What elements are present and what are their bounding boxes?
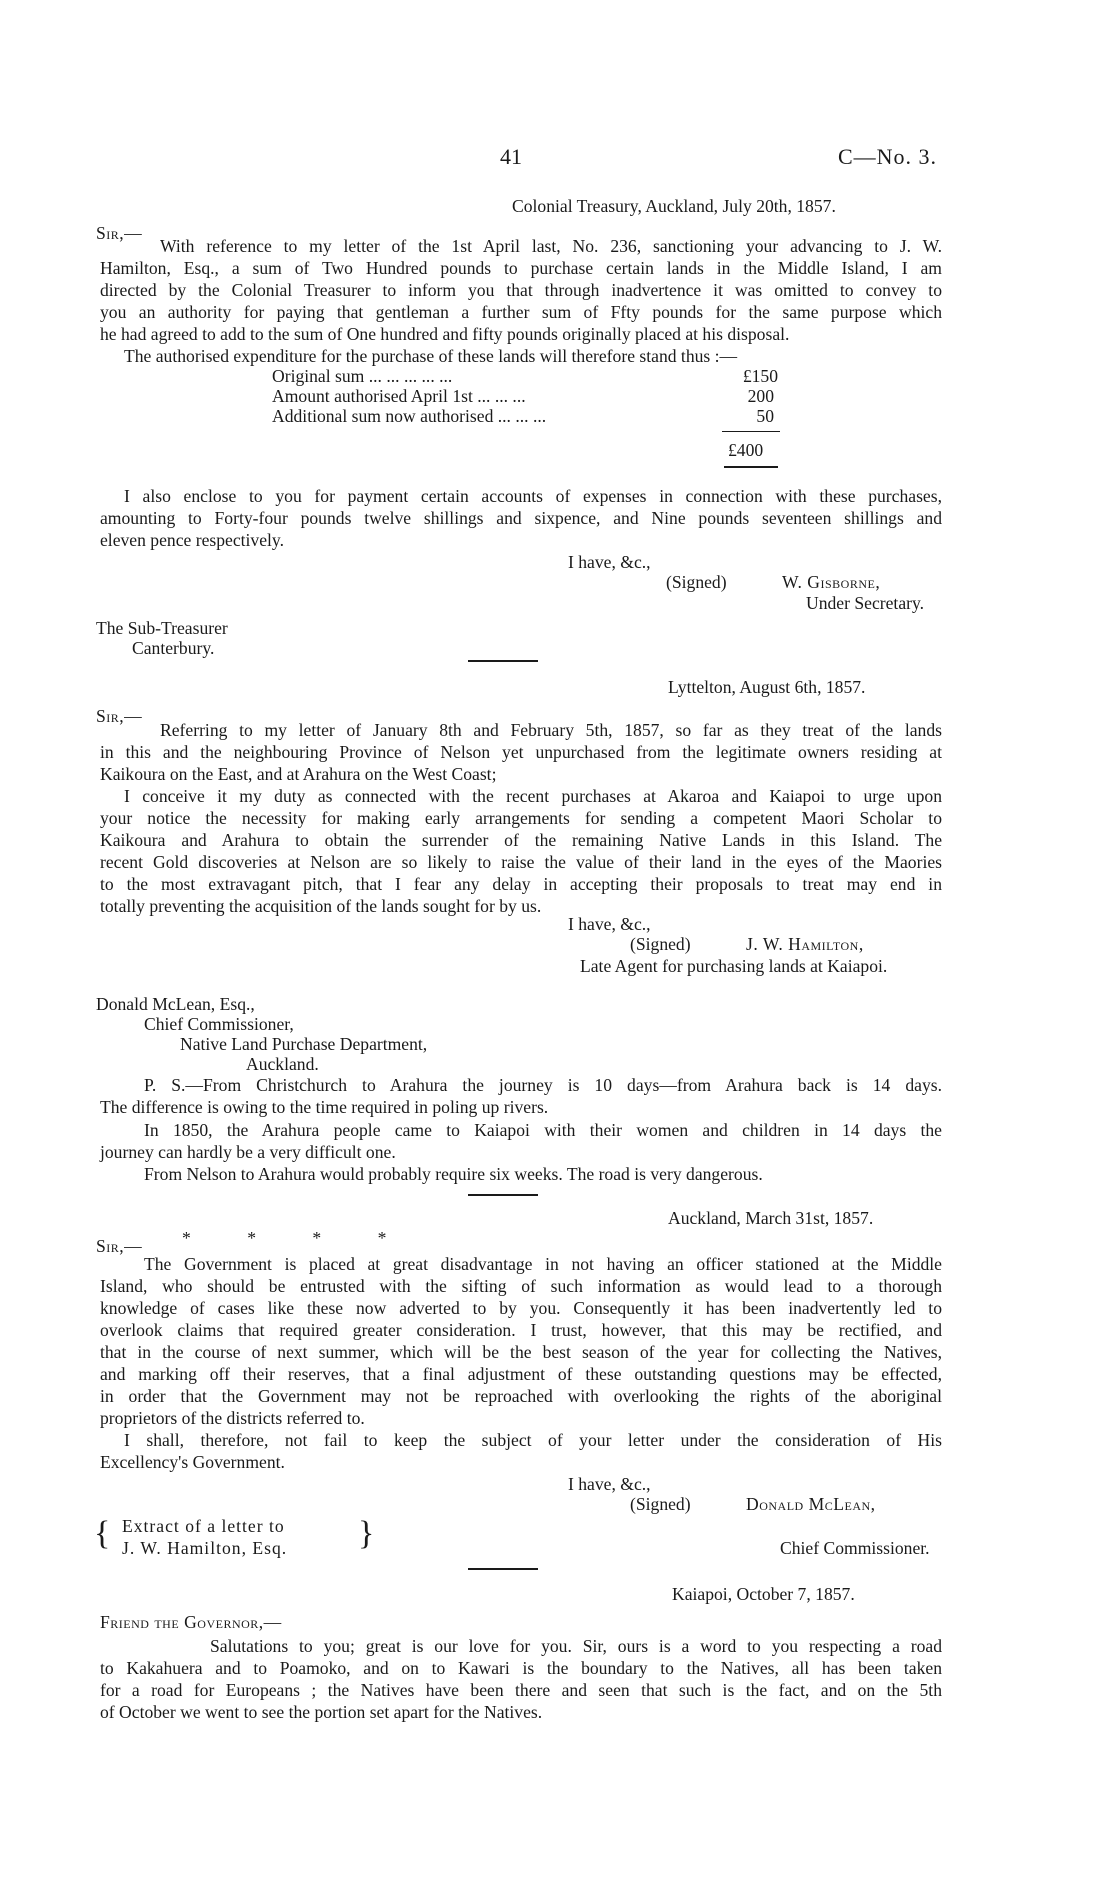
total-rule — [724, 466, 778, 468]
expenditure-row-amount: 50 — [756, 406, 774, 426]
letter2-ps2-line2: journey can hardly be a very difficult one. — [100, 1142, 396, 1162]
letter3-p1-line2: Island, who should be entrusted with the sifting of such information as would lead to a thorough — [100, 1276, 942, 1296]
letter4-p1-line4: of October we went to see the portion set apart for the Natives. — [100, 1702, 543, 1722]
letter2-p2-line3: Kaikoura and Arahura to obtain the surrender of the remaining Native Lands in this Island. The — [100, 830, 942, 850]
letter2-ps1-line2: The difference is owing to the time required in poling up rivers. — [100, 1097, 549, 1117]
letter2-p2-line1: I conceive it my duty as connected with the recent purchases at Akaroa and Kaiapoi to urge upon — [124, 786, 942, 806]
extract-note-line2: J. W. Hamilton, Esq. — [122, 1538, 288, 1558]
letter2-p2-line6: totally preventing the acquisition of the lands sought for by us. — [100, 896, 542, 916]
expenditure-row-amount: 200 — [747, 386, 774, 406]
letter1-p1-line2: Hamilton, Esq., a sum of Two Hundred pounds to purchase certain lands in the Middle Island, I am — [100, 258, 942, 278]
letter4-p1-line1: Salutations to you; great is our love for you. Sir, ours is a word to you respecting a road — [210, 1636, 942, 1656]
letter4-p1-line3: for a road for Europeans ; the Natives have been there and seen that such is the fact, and on the 5th — [100, 1680, 942, 1700]
letter3-p1-line8: proprietors of the districts referred to. — [100, 1408, 365, 1428]
letter3-place-date: Auckland, March 31st, 1857. — [668, 1208, 874, 1228]
letter3-p1-line5: that in the course of next summer, which will be the best season of the year for collecting the Natives, — [100, 1342, 942, 1362]
letter1-closing: I have, &c., — [568, 552, 651, 572]
letter2-p1-line1: Referring to my letter of January 8th and February 5th, 1857, so far as they treat of the lands — [160, 720, 942, 740]
letter2-addressee-line4: Auckland. — [246, 1054, 319, 1074]
section-divider — [468, 1568, 538, 1570]
expenditure-total: £400 — [728, 440, 764, 460]
expenditure-row-label: Original sum ... ... ... ... ... — [272, 366, 453, 386]
letter1-p1-line3: directed by the Colonial Treasurer to inform you that through inadvertence it was omitted to convey to — [100, 280, 942, 300]
letter1-salutation: Sir,— — [96, 223, 143, 243]
letter1-p1-line4: you an authority for paying that gentleman a further sum of Ffty pounds for the same purpose which — [100, 302, 942, 322]
letter4-p1-line2: to Kakahuera and to Poamoko, and on to Kawari is the boundary to the Natives, all has been taken — [100, 1658, 942, 1678]
letter1-addressee-line1: The Sub-Treasurer — [96, 618, 228, 638]
letter2-place-date: Lyttelton, August 6th, 1857. — [668, 677, 866, 697]
right-brace: } — [358, 1515, 375, 1552]
letter2-ps2-line1: In 1850, the Arahura people came to Kaiapoi with their women and children in 14 days the — [144, 1120, 942, 1140]
letter2-signer-title: Late Agent for purchasing lands at Kaiapoi. — [580, 956, 888, 976]
left-brace: { — [94, 1515, 111, 1552]
letter2-salutation: Sir,— — [96, 706, 143, 726]
sum-rule — [722, 431, 780, 432]
letter1-signer-title: Under Secretary. — [806, 593, 925, 613]
letter3-p2-line1: I shall, therefore, not fail to keep the subject of your letter under the consideration of His — [124, 1430, 942, 1450]
letter3-p2-line2: Excellency's Government. — [100, 1452, 285, 1472]
letter3-salutation: Sir,— — [96, 1236, 143, 1256]
section-divider — [468, 660, 538, 662]
letter3-signer-title: Chief Commissioner. — [780, 1538, 930, 1558]
letter1-p3-line2: amounting to Forty-four pounds twelve shillings and sixpence, and Nine pounds seventeen shillings and — [100, 508, 942, 528]
elision-asterisks: * * * * — [182, 1228, 413, 1248]
letter1-addressee-line2: Canterbury. — [132, 638, 215, 658]
extract-note-line1: Extract of a letter to — [122, 1516, 285, 1536]
letter2-signer: J. W. Hamilton, — [746, 934, 864, 954]
letter2-p2-line4: recent Gold discoveries at Nelson are so likely to raise the value of their land in the eyes of the Maories — [100, 852, 942, 872]
letter1-place-date: Colonial Treasury, Auckland, July 20th, 1857. — [512, 196, 836, 216]
letter3-p1-line7: in order that the Government may not be reproached with overlooking the rights of the aboriginal — [100, 1386, 942, 1406]
letter2-ps1-line1: P. S.—From Christchurch to Arahura the journey is 10 days—from Arahura back is 14 days. — [144, 1075, 942, 1095]
letter1-p3-line3: eleven pence respectively. — [100, 530, 284, 550]
letter3-signer: Donald McLean, — [746, 1494, 876, 1514]
letter3-closing: I have, &c., — [568, 1474, 651, 1494]
letter2-ps3: From Nelson to Arahura would probably require six weeks. The road is very dangerous. — [144, 1164, 763, 1184]
expenditure-row-label: Additional sum now authorised ... ... ... — [272, 406, 547, 426]
letter2-p2-line5: to the most extravagant pitch, that I fear any delay in accepting their proposals to treat may end in — [100, 874, 942, 894]
letter2-closing: I have, &c., — [568, 914, 651, 934]
letter1-signer: W. Gisborne, — [782, 572, 881, 592]
letter1-p1-line1: With reference to my letter of the 1st April last, No. 236, sanctioning your advancing to J. W. — [160, 236, 942, 256]
letter2-addressee-line2: Chief Commissioner, — [144, 1014, 294, 1034]
expenditure-row-amount: £150 — [742, 366, 778, 386]
letter2-addressee-line3: Native Land Purchase Department, — [180, 1034, 428, 1054]
expenditure-row-label: Amount authorised April 1st ... ... ... — [272, 386, 526, 406]
letter2-addressee-line1: Donald McLean, Esq., — [96, 994, 255, 1014]
letter3-p1-line1: The Government is placed at great disadvantage in not having an officer stationed at the Middle — [144, 1254, 942, 1274]
letter3-p1-line4: overlook claims that required greater consideration. I trust, however, that this may be rectified, and — [100, 1320, 942, 1340]
letter2-signed: (Signed) — [630, 934, 691, 954]
letter3-signed: (Signed) — [630, 1494, 691, 1514]
letter1-p1-line5: he had agreed to add to the sum of One hundred and fifty pounds originally placed at his disposal. — [100, 324, 790, 344]
document-reference: C—No. 3. — [838, 144, 938, 169]
section-divider — [468, 1194, 538, 1196]
letter2-p1-line3: Kaikoura on the East, and at Arahura on the West Coast; — [100, 764, 497, 784]
letter3-p1-line6: and marking off their reserves, that a final adjustment of these outstanding questions may be effected, — [100, 1364, 942, 1384]
letter1-p2: The authorised expenditure for the purchase of these lands will therefore stand thus :— — [124, 346, 738, 366]
letter2-p2-line2: your notice the necessity for making early arrangements for sending a competent Maori Scholar to — [100, 808, 942, 828]
letter1-signed: (Signed) — [666, 572, 727, 592]
letter4-place-date: Kaiapoi, October 7, 1857. — [672, 1584, 855, 1604]
page-number: 41 — [500, 144, 522, 169]
letter1-p3-line1: I also enclose to you for payment certain accounts of expenses in connection with these purchases, — [124, 486, 942, 506]
letter3-p1-line3: knowledge of cases like these now adverted to by you. Consequently it has been inadvertently led to — [100, 1298, 942, 1318]
letter4-salutation: Friend the Governor,— — [100, 1612, 282, 1632]
letter2-p1-line2: in this and the neighbouring Province of Nelson yet unpurchased from the legitimate owners residing at — [100, 742, 942, 762]
